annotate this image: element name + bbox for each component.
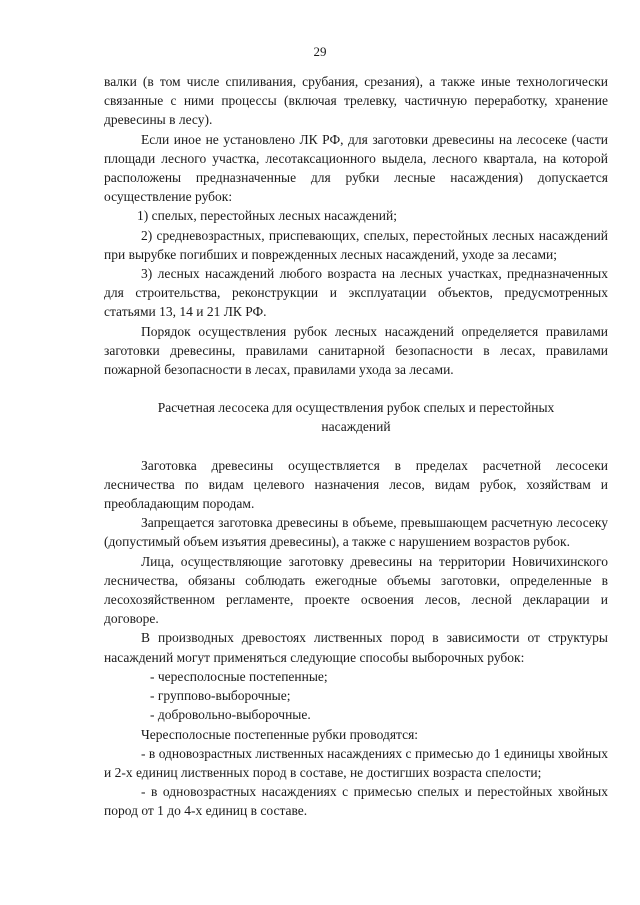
paragraph: Порядок осуществления рубок лесных насаждений определяется правилами заготовки древесины, правилами санитарной безопасности в лесах, правилами пожарной безопасности в лесах, правилами ухода за лесами. [104,323,608,378]
page-number: 29 [313,44,327,59]
paragraph: Заготовка древесины осуществляется в пределах расчетной лесосеки лесничества по видам целевого назначения лесов, видам рубок, хозяйствам и преобладающим породам. [104,457,608,512]
list-item: - в одновозрастных лиственных насаждениях с примесью до 1 единицы хвойных и 2-х единиц лиственных пород в составе, не достигших возраста спелости; [104,745,608,780]
list-item: 1) спелых, перестойных лесных насаждений; [137,208,397,224]
list-item: 2) средневозрастных, приспевающих, спелых, перестойных лесных насаждений при вырубке погибших и поврежденных лесных насаждений, уходе за лесами; [104,227,608,262]
paragraph: Запрещается заготовка древесины в объеме, превышающем расчетную лесосеку (допустимый объем изъятия древесины), а также с нарушением возрастов рубок. [104,515,608,550]
paragraph-continuation: валки (в том числе спиливания, срубания, срезания), а также иные технологически связанные с ними процессы (включая трелевку, частичную переработку, хранение древесины в лесу). [104,74,608,128]
section-heading-line-2: насаждений [321,419,391,435]
list-item: 3) лесных насаждений любого возраста на лесных участках, предназначенных для строительства, реконструкции и эксплуатации объектов, предусмотренных статьями 13, 14 и 21 ЛК РФ. [104,266,608,320]
paragraph: Чересполосные постепенные рубки проводятся: [141,726,419,742]
paragraph: Лица, осуществляющие заготовку древесины на территории Новичихинского лесничества, обязаны соблюдать ежегодные объемы заготовки, определенные в лесохозяйственном регламенте, проекте освоения лесов, лесной декларации и договоре. [104,553,608,627]
paragraph: В производных древостоях лиственных пород в зависимости от структуры насаждений могут применяться следующие способы выборочных рубок: [104,630,608,665]
method-item: - группово-выборочные; [150,688,291,704]
method-item: - добровольно-выборочные. [150,707,311,723]
document-body [104,72,608,821]
list-item: - в одновозрастных насаждениях с примесью спелых и перестойных хвойных пород от 1 до 4-х единиц в составе. [104,784,608,819]
section-heading-line-1: Расчетная лесосека для осуществления рубок спелых и перестойных [157,400,555,416]
method-item: - чересполосные постепенные; [150,668,328,684]
paragraph: Если иное не установлено ЛК РФ, для заготовки древесины на лесосеке (части площади лесного участка, лесотаксационного выдела, лесного квартала, на которой расположены предназначенные для рубки лесные насаждения) допускается осуществление рубок: [104,131,608,205]
